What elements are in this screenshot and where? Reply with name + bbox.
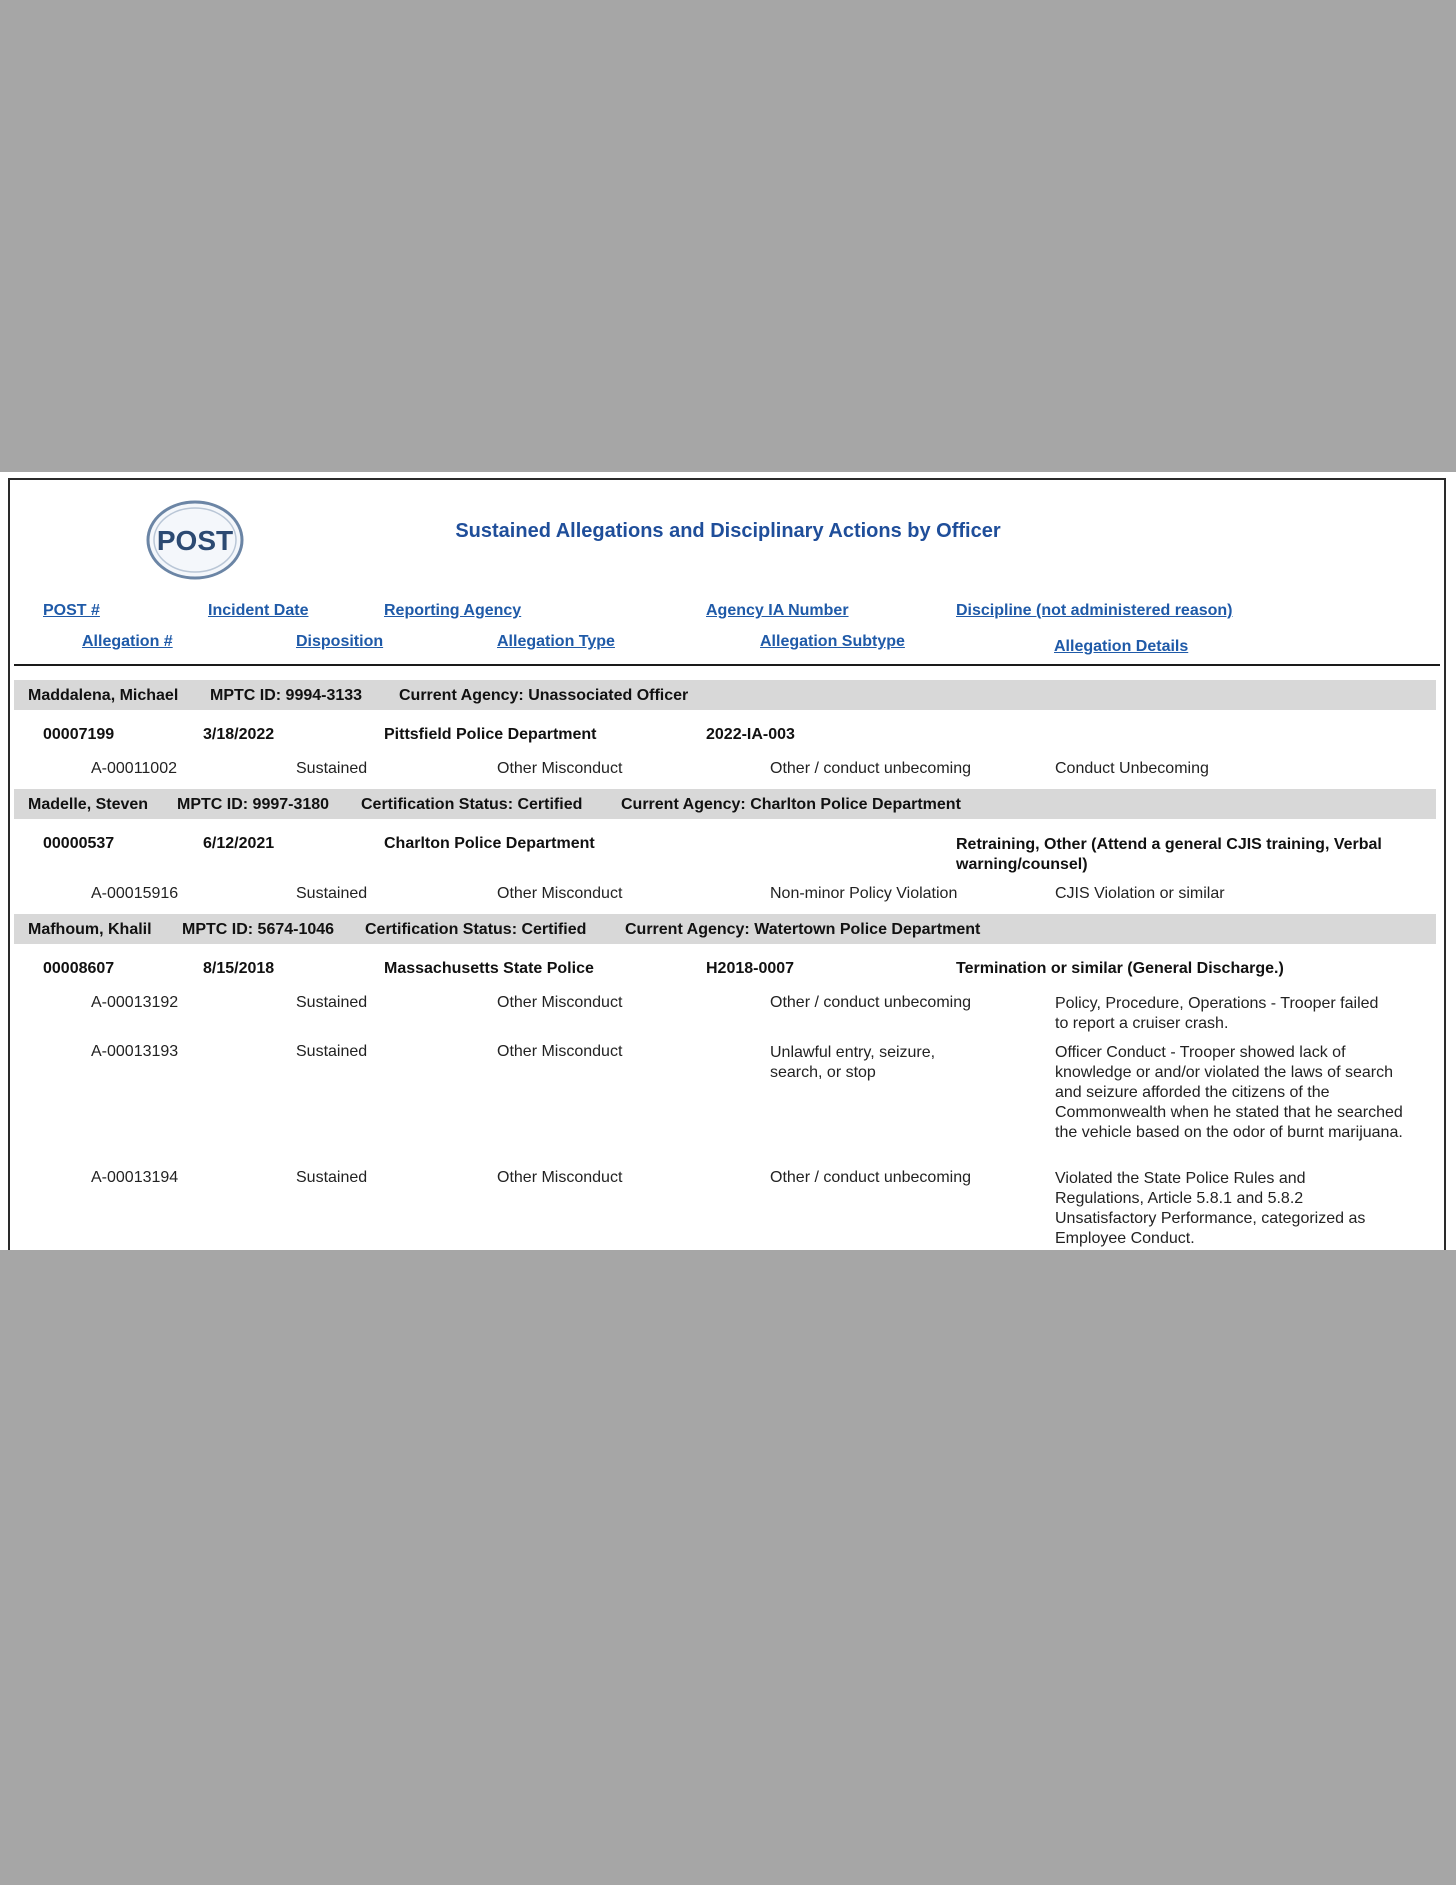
allegation-type: Other Misconduct [497,1043,623,1060]
officer-current-agency: Current Agency: Charlton Police Department [621,796,961,813]
allegation-disposition: Sustained [296,1169,368,1186]
incident-post-number: 00008607 [43,960,115,977]
incident-agency: Massachusetts State Police [384,960,594,977]
officer-name: Madelle, Steven [28,796,149,813]
header-reporting-agency[interactable]: Reporting Agency [384,602,522,619]
officer-band [14,914,1436,944]
allegation-disposition: Sustained [296,1043,368,1060]
incident-date: 3/18/2022 [203,726,275,743]
report-title: Sustained Allegations and Disciplinary Actions by Officer [455,520,1001,542]
header-allegation-details[interactable]: Allegation Details [1054,638,1189,655]
report-page [0,472,1456,1250]
svg-text:POST: POST [156,525,234,556]
allegation-details: CJIS Violation or similar [1055,885,1225,902]
allegation-number: A-00013193 [91,1043,179,1060]
allegation-number: A-00013194 [91,1169,179,1186]
allegation-details: Conduct Unbecoming [1055,760,1209,777]
allegation-subtype: Other / conduct unbecoming [770,760,972,777]
allegation-number: A-00013192 [91,994,179,1011]
allegation-number: A-00011002 [91,760,177,777]
officer-name: Maddalena, Michael [28,687,179,704]
incident-date: 6/12/2021 [203,835,275,852]
allegation-subtype: Unlawful entry, seizure, search, or stop [770,1044,936,1081]
allegation-details: Officer Conduct - Trooper showed lack of knowledge or and/or violated the laws of search and seizure afforded the citizens of the Commonwealth when he stated that he searched the vehicle based on the odor of burnt marijuana. [1055,1044,1403,1141]
incident-date: 8/15/2018 [203,960,275,977]
allegation-disposition: Sustained [296,885,368,902]
allegation-type: Other Misconduct [497,994,623,1011]
officer-mptc-id: MPTC ID: 9997-3180 [177,796,330,813]
header-allegation-type[interactable]: Allegation Type [497,633,615,650]
incident-agency: Charlton Police Department [384,835,595,852]
allegation-number: A-00015916 [91,885,179,902]
header-allegation-number[interactable]: Allegation # [82,633,173,650]
header-rule [14,664,1440,666]
allegation-details: Policy, Procedure, Operations - Trooper failed to report a cruiser crash. [1055,995,1379,1032]
header-discipline[interactable]: Discipline (not administered reason) [956,602,1233,619]
officer-name: Mafhoum, Khalil [28,921,152,938]
allegation-disposition: Sustained [296,994,368,1011]
incident-discipline: Termination or similar (General Discharge.) [956,960,1284,977]
allegation-subtype: Other / conduct unbecoming [770,1169,972,1186]
officer-current-agency: Current Agency: Unassociated Officer [399,687,689,704]
incident-ia-number: 2022-IA-003 [706,726,795,743]
incident-post-number: 00007199 [43,726,115,743]
incident-discipline: Retraining, Other (Attend a general CJIS training, Verbal warning/counsel) [956,836,1382,873]
header-allegation-subtype[interactable]: Allegation Subtype [760,633,905,650]
allegation-type: Other Misconduct [497,760,623,777]
incident-ia-number: H2018-0007 [706,960,795,977]
incident-post-number: 00000537 [43,835,115,852]
header-post-number[interactable]: POST # [43,602,100,619]
officer-mptc-id: MPTC ID: 5674-1046 [182,921,335,938]
header-incident-date[interactable]: Incident Date [208,602,309,619]
allegation-details: Violated the State Police Rules and Regulations, Article 5.8.1 and 5.8.2 Unsatisfactory Performance, categorized as Employee Conduct. [1055,1170,1366,1247]
officer-certification-status: Certification Status: Certified [365,921,587,938]
officer-current-agency: Current Agency: Watertown Police Department [625,921,981,938]
incident-agency: Pittsfield Police Department [384,726,597,743]
officer-mptc-id: MPTC ID: 9994-3133 [210,687,363,704]
officer-band [14,680,1436,710]
header-disposition[interactable]: Disposition [296,633,384,650]
allegation-type: Other Misconduct [497,885,623,902]
allegation-subtype: Non-minor Policy Violation [770,885,958,902]
officer-certification-status: Certification Status: Certified [361,796,583,813]
allegation-disposition: Sustained [296,760,368,777]
allegation-type: Other Misconduct [497,1169,623,1186]
officer-band [14,789,1436,819]
allegation-subtype: Other / conduct unbecoming [770,994,972,1011]
header-agency-ia-number[interactable]: Agency IA Number [706,602,849,619]
